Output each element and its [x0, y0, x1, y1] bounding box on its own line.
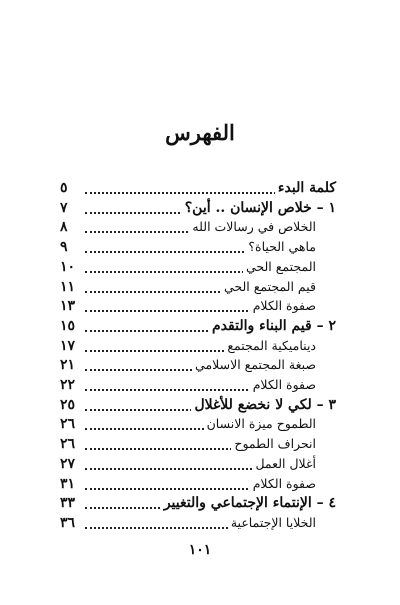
toc-entry-page: ٢٢: [60, 377, 76, 393]
toc-entry-title: الخلايا الإجتماعية: [228, 513, 316, 533]
toc-entry: [0, 257, 400, 277]
page-title: الفهرس: [165, 120, 235, 145]
toc-entry-title: ٤ – الإنتماء الإجتماعي والتغيير: [161, 493, 336, 513]
toc-entry-page: ٢٦: [60, 416, 76, 433]
toc-entry: [0, 277, 400, 297]
toc-entry-page: ٣١: [60, 475, 76, 492]
toc-entry: [0, 493, 400, 513]
toc-entry: [0, 178, 400, 198]
toc-entry: [0, 414, 400, 434]
toc-entry-title: الخلاص في رسالات الله: [189, 217, 316, 237]
toc-entry-title: ماهي الحياة؟: [245, 237, 316, 257]
toc-entry: [0, 316, 400, 336]
toc-entry-title: صفوة الكلام: [250, 375, 316, 395]
toc-entry: [0, 336, 400, 356]
toc-entry-page: ١٥: [60, 317, 76, 334]
toc-entry-title: صبغة المجتمع الاسلامي: [192, 355, 316, 375]
toc-entry-page: ٢٦: [60, 436, 76, 453]
toc-entry-page: ١٣: [60, 298, 76, 315]
toc-entry-title: ١ – خلاص الإنسان .. أين؟: [182, 198, 336, 218]
toc-entry: [0, 454, 400, 474]
toc-entry-title: قيم المجتمع الحي: [221, 277, 316, 297]
toc-entry-page: ٢٧: [60, 455, 76, 472]
toc-entry-page: ٢٥: [60, 396, 76, 413]
page-number: ١٠١: [188, 542, 212, 558]
toc-entry: [0, 474, 400, 494]
toc-entry-page: ٨: [60, 219, 68, 236]
toc-entry-title: انحراف الطموح: [231, 434, 316, 454]
toc-entry-page: ٩: [60, 239, 68, 256]
toc-entry-page: ٣٣: [60, 495, 76, 512]
toc-entry: [0, 375, 400, 395]
toc-entry-title: صفوة الكلام: [250, 296, 316, 316]
toc-entry: [0, 237, 400, 257]
toc-entry: [0, 395, 400, 415]
toc-entry: [0, 198, 400, 218]
toc-entry-page: ٥: [60, 180, 68, 196]
toc-entry-page: ٢١: [60, 357, 76, 374]
toc-entry-title: الطموح ميزة الانسان: [204, 414, 316, 434]
toc-entry-title: أغلال العمل: [252, 454, 316, 474]
toc-entry-page: ٧: [60, 199, 68, 216]
toc-entry-title: المجتمع الحي: [243, 257, 316, 277]
toc-entry: [0, 217, 400, 237]
toc-entry: [0, 513, 400, 533]
toc-entry: [0, 434, 400, 454]
toc-entry-title: كلمة البدء: [275, 178, 336, 198]
toc-entry: [0, 296, 400, 316]
toc-entry-page: ١٧: [60, 337, 76, 354]
toc-entry-title: ديناميكية المجتمع: [224, 336, 316, 356]
toc-entry-title: ٢ – قيم البناء والتقدم: [209, 316, 336, 336]
toc-entry: [0, 355, 400, 375]
toc-entry-page: ٣٦: [60, 514, 76, 531]
toc-entry-page: ١١: [60, 278, 76, 295]
toc-entry-title: صفوة الكلام: [250, 474, 316, 494]
toc-entry-title: ٣ – لكي لا نخضع للأغلال: [191, 395, 336, 415]
toc-entry-page: ١٠: [60, 258, 76, 275]
